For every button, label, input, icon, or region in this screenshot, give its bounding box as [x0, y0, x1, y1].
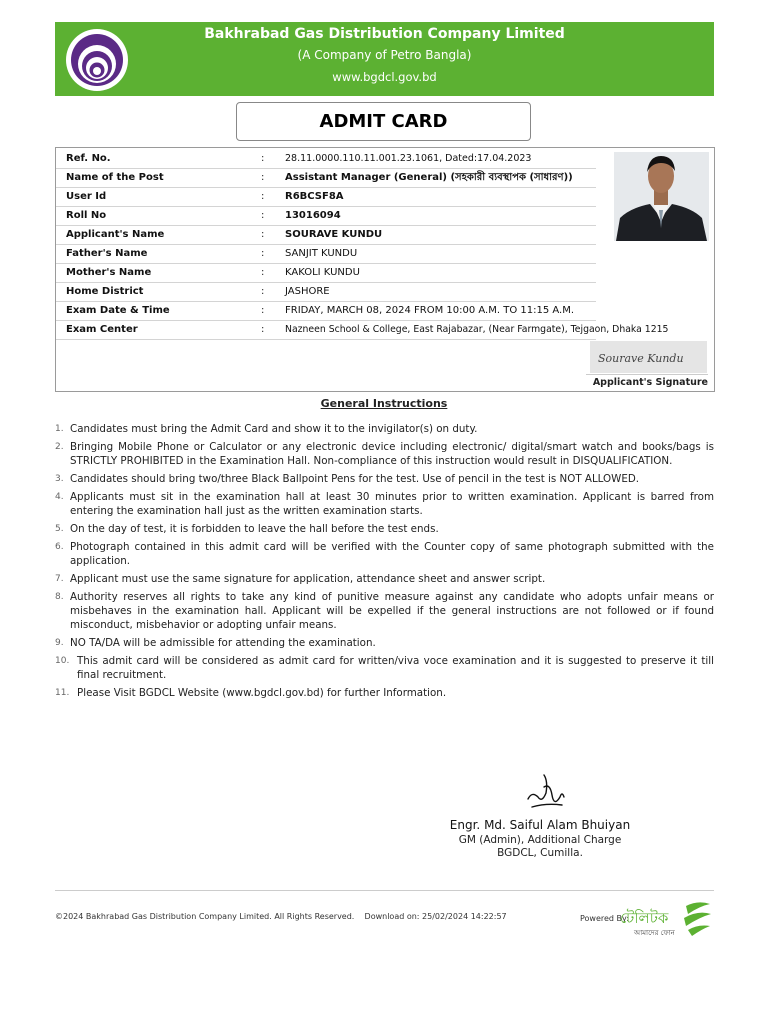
- instruction-item: [55, 590, 714, 632]
- powered-by-label: Powered By:: [580, 914, 629, 923]
- field-value: Assistant Manager (General) (সহকারী ব্যবস্থাপক (সাধারণ)): [285, 172, 573, 183]
- instructions-title: General Instructions: [320, 397, 448, 410]
- copyright-text: ©2024 Bakhrabad Gas Distribution Company Limited. All Rights Reserved.: [55, 912, 355, 921]
- field-colon: :: [261, 324, 265, 335]
- instruction-item: [55, 540, 714, 568]
- field-value: Nazneen School & College, East Rajabazar, (Near Farmgate), Tejgaon, Dhaka 1215: [285, 324, 669, 335]
- authority-signature-icon: [522, 773, 570, 815]
- company-website: www.bgdcl.gov.bd: [332, 70, 437, 84]
- instruction-item: [55, 686, 714, 700]
- instruction-item: [55, 472, 714, 486]
- field-colon: :: [261, 172, 265, 183]
- instruction-text: Bringing Mobile Phone or Calculator or any electronic device including electronic/ digital/smart watch and books/bags is STRICTLY PROHIBITED in the Examination Hall. Non-compliance of this instruction would result in DISQUALIFICATION.: [70, 441, 714, 467]
- svg-text:Sourave Kundu: Sourave Kundu: [598, 352, 684, 365]
- footer-divider: [55, 890, 714, 891]
- applicant-signature-image: [590, 341, 707, 373]
- authority-office: BGDCL, Cumilla.: [497, 847, 583, 859]
- field-value: FRIDAY, MARCH 08, 2024 FROM 10:00 A.M. TO 11:15 A.M.: [285, 305, 575, 316]
- field-value: KAKOLI KUNDU: [285, 267, 360, 278]
- authority-name: Engr. Md. Saiful Alam Bhuiyan: [449, 818, 631, 832]
- instruction-number: 2.: [55, 442, 64, 452]
- company-subtitle: (A Company of Petro Bangla): [297, 48, 472, 62]
- field-value: 28.11.0000.110.11.001.23.1061, Dated:17.04.2023: [285, 153, 532, 164]
- field-label: Father's Name: [66, 248, 148, 259]
- instruction-item: [55, 654, 714, 682]
- authority-designation: GM (Admin), Additional Charge: [458, 834, 622, 846]
- applicant-signature-text: [590, 341, 707, 373]
- instruction-item: [55, 490, 714, 518]
- field-colon: :: [261, 248, 265, 259]
- teletalk-brand-text: টেলিটক: [620, 909, 669, 927]
- applicant-photo: [614, 152, 709, 241]
- instruction-text: Please Visit BGDCL Website (www.bgdcl.gov.bd) for further Information.: [77, 687, 447, 699]
- instruction-text: Photograph contained in this admit card will be verified with the Counter copy of same photograph submitted with the application.: [70, 541, 714, 567]
- field-value: R6BCSF8A: [285, 191, 344, 202]
- admit-card-title: ADMIT CARD: [236, 102, 531, 141]
- instruction-item: [55, 572, 714, 586]
- download-timestamp: Download on: 25/02/2024 14:22:57: [364, 912, 507, 921]
- page-header: [55, 22, 714, 96]
- field-label: Applicant's Name: [66, 229, 165, 240]
- instruction-item: [55, 440, 714, 468]
- instruction-number: 8.: [55, 592, 64, 602]
- instruction-number: 11.: [55, 688, 70, 698]
- field-label: Exam Center: [66, 324, 138, 335]
- field-colon: :: [261, 267, 265, 278]
- instruction-text: Candidates must bring the Admit Card and show it to the invigilator(s) on duty.: [70, 423, 478, 435]
- company-name: Bakhrabad Gas Distribution Company Limited: [204, 26, 565, 42]
- instruction-number: 4.: [55, 492, 64, 502]
- applicant-photo-image: [614, 152, 709, 241]
- instruction-number: 5.: [55, 524, 64, 534]
- field-colon: :: [261, 286, 265, 297]
- instruction-text: This admit card will be considered as admit card for written/viva voce examination and it is suggested to preserve it till final recruitment.: [77, 655, 714, 681]
- instruction-item: [55, 422, 714, 436]
- field-label: Ref. No.: [66, 153, 111, 164]
- instruction-text: NO TA/DA will be admissible for attending the examination.: [70, 637, 376, 649]
- instruction-text: Applicants must sit in the examination hall at least 30 minutes prior to written examination. Applicant is barred from entering the examination hall just as the written examination starts.: [70, 491, 714, 517]
- instruction-number: 10.: [55, 656, 70, 666]
- applicant-signature-label: Applicant's Signature: [586, 374, 708, 388]
- instructions-list: [55, 422, 714, 704]
- instruction-text: Candidates should bring two/three Black Ballpoint Pens for the test. Use of pencil in the test is NOT ALLOWED.: [70, 473, 640, 485]
- field-label: Mother's Name: [66, 267, 152, 278]
- field-label: Name of the Post: [66, 172, 164, 183]
- field-colon: :: [261, 153, 265, 164]
- instruction-number: 1.: [55, 424, 64, 434]
- field-colon: :: [261, 229, 265, 240]
- instruction-text: Applicant must use the same signature for application, attendance sheet and answer script.: [70, 573, 546, 585]
- field-colon: :: [261, 210, 265, 221]
- instruction-number: 7.: [55, 574, 64, 584]
- field-label: Roll No: [66, 210, 107, 221]
- field-value: SOURAVE KUNDU: [285, 229, 383, 240]
- field-colon: :: [261, 305, 265, 316]
- instruction-text: Authority reserves all rights to take any kind of punitive measure against any candidate who adopts unfair means or misbehaves in the examination hall. Applicant will be expelled if the general instructions are not followed or if found misconduct, misbehavior or adopting unfair means.: [70, 591, 714, 631]
- instruction-number: 6.: [55, 542, 64, 552]
- footer-copyright: [55, 912, 507, 921]
- instruction-number: 9.: [55, 638, 64, 648]
- field-value: JASHORE: [285, 286, 330, 297]
- instruction-item: [55, 636, 714, 650]
- instruction-item: [55, 522, 714, 536]
- field-colon: :: [261, 191, 265, 202]
- field-label: Exam Date & Time: [66, 305, 170, 316]
- field-label: Home District: [66, 286, 144, 297]
- applicant-info-box: [55, 147, 715, 392]
- instruction-number: 3.: [55, 474, 64, 484]
- field-value: SANJIT KUNDU: [285, 248, 358, 259]
- field-value: 13016094: [285, 210, 341, 221]
- teletalk-tagline: আমাদের ফোন: [634, 929, 675, 937]
- instruction-text: On the day of test, it is forbidden to leave the hall before the test ends.: [70, 523, 439, 535]
- teletalk-logo-icon: [618, 898, 713, 938]
- field-label: User Id: [66, 191, 107, 202]
